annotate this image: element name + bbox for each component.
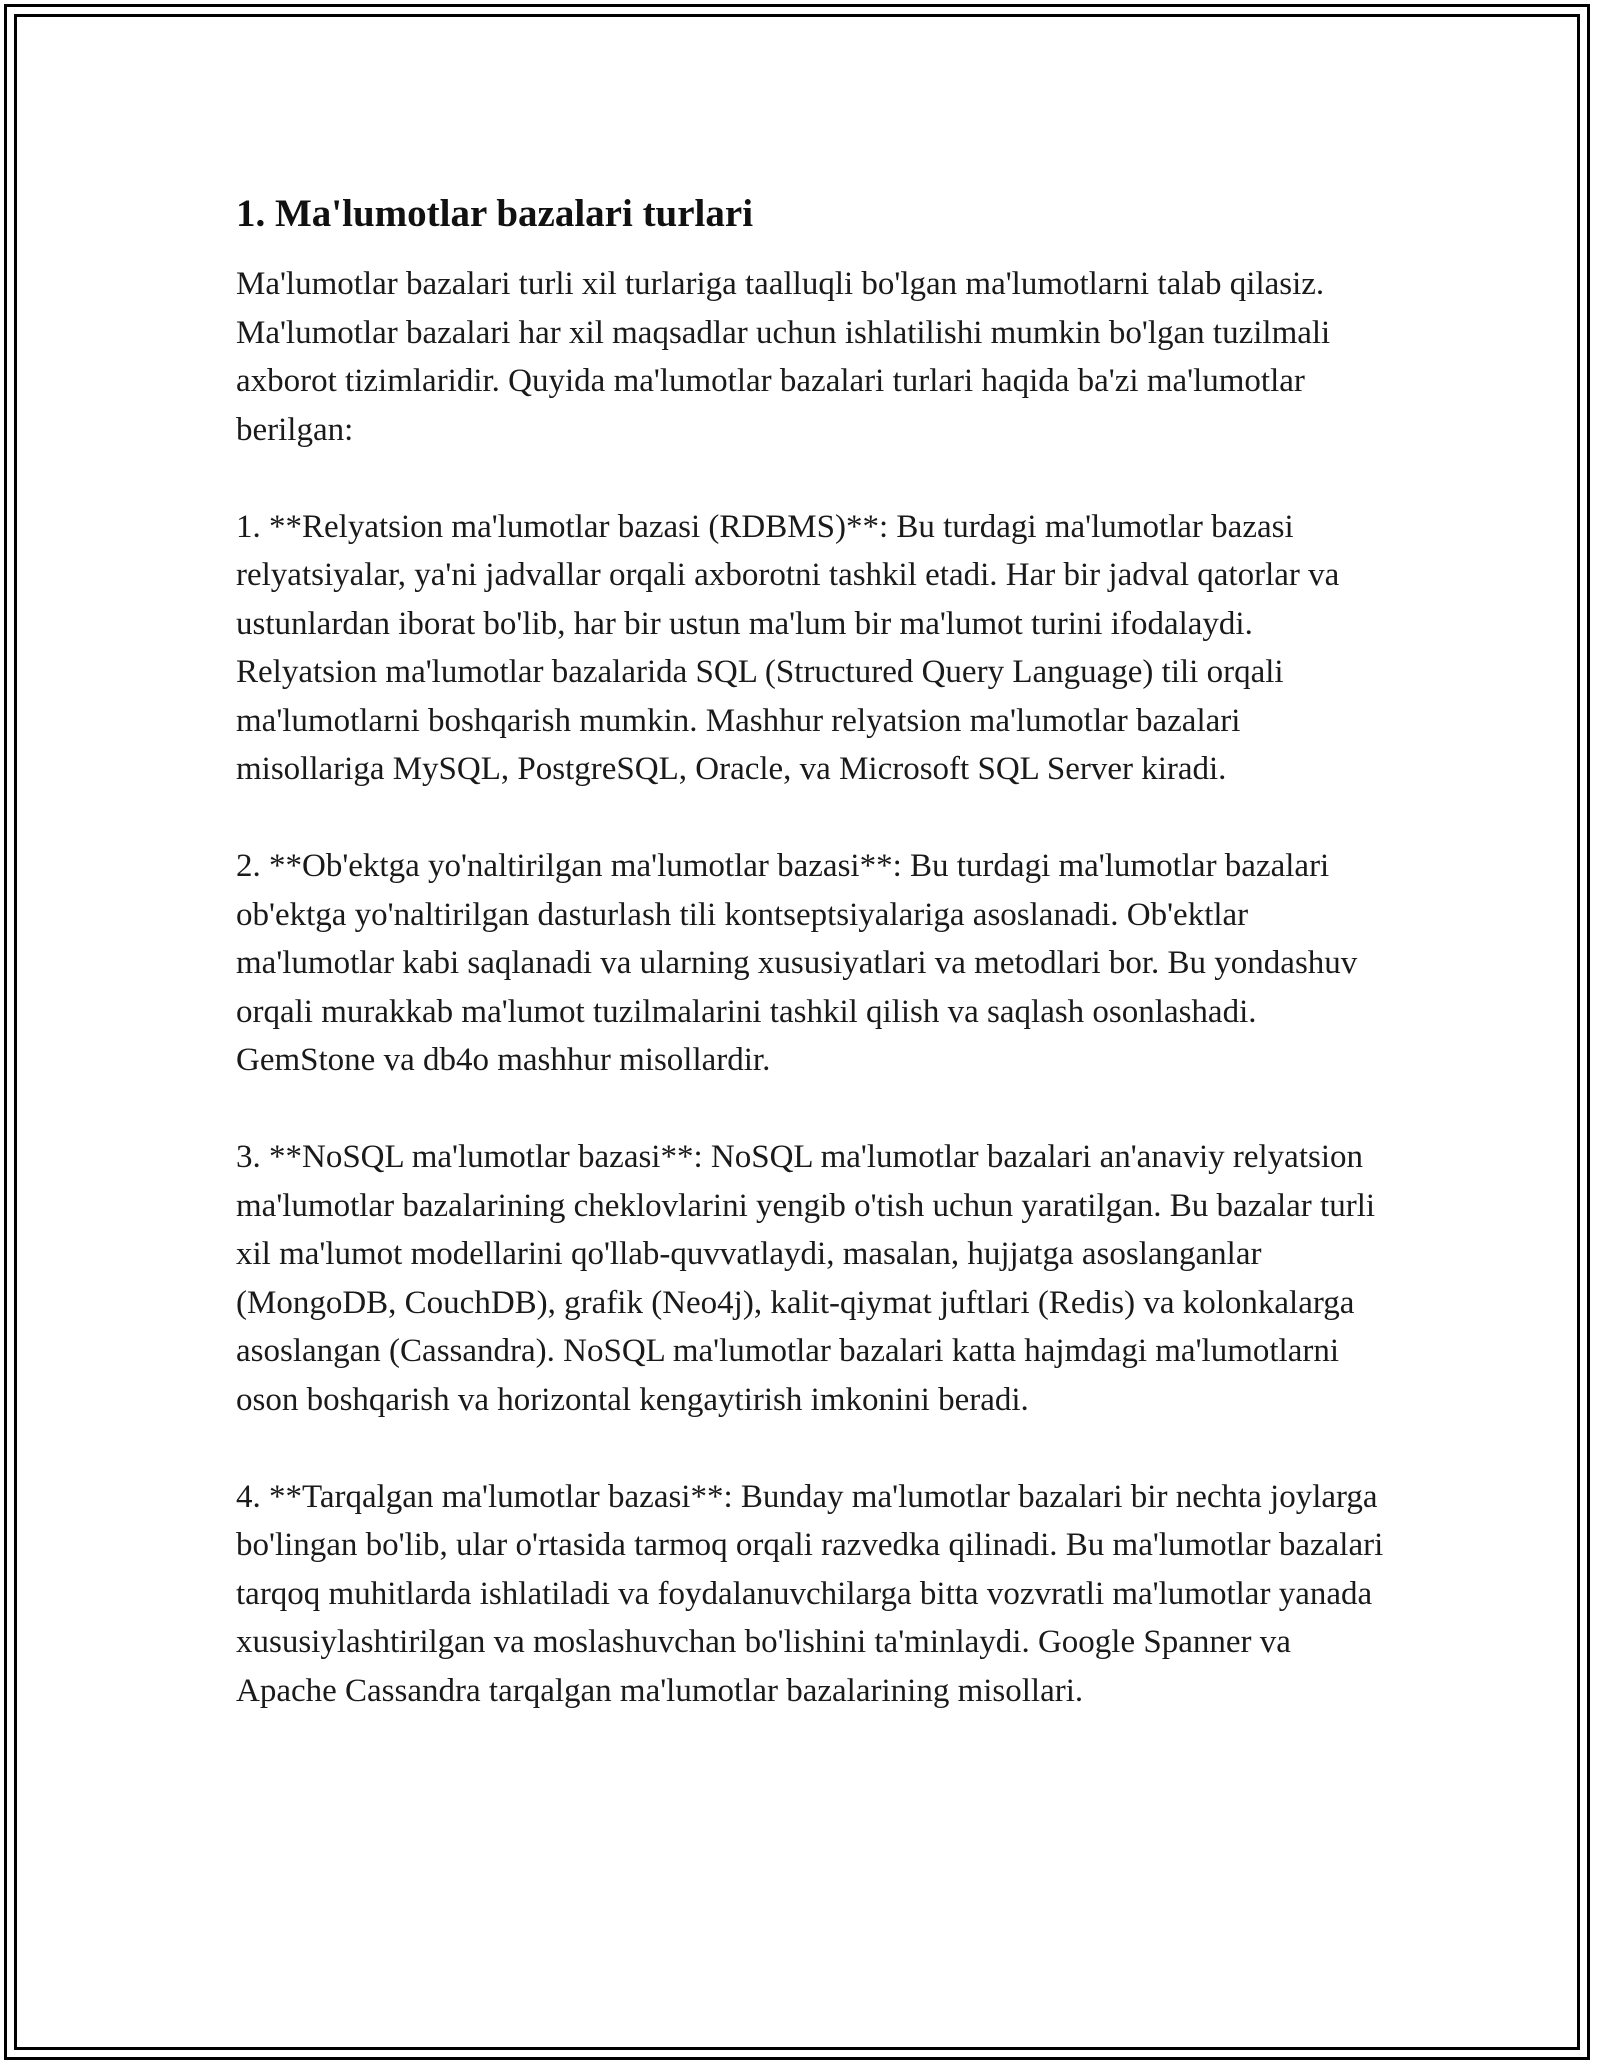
intro-paragraph: Ma'lumotlar bazalari turli xil turlariga taalluqli bo'lgan ma'lumotlarni talab qilasiz. Ma'lumotlar bazalari har xil maqsadlar uchun ishlatilishi mumkin bo'lgan tuzilmali axborot tizimlaridir. Quyida ma'lumotlar bazalari turlari haqida ba'zi ma'lumotlar berilgan: — [236, 266, 1331, 448]
object-oriented-paragraph: 2. **Ob'ektga yo'naltirilgan ma'lumotlar bazasi**: Bu turdagi ma'lumotlar bazalari ob'ektga yo'naltirilgan dasturlash tili kontseptsiyalariga asoslanadi. Ob'ektlar ma'lumotlar kabi saqlanadi va ularning xususiyatlari va metodlari bor. Bu yondashuv orqali murakkab ma'lumot tuzilmalarini tashkil qilish va saqlash osonlashadi. GemStone va db4o mashhur misollardir. — [236, 848, 1358, 1078]
rdbms-paragraph: 1. **Relyatsion ma'lumotlar bazasi (RDBMS)**: Bu turdagi ma'lumotlar bazasi relyatsiyalar, ya'ni jadvallar orqali axborotni tashkil etadi. Har bir jadval qatorlar va ustunlardan iborat bo'lib, har bir ustun ma'lum bir ma'lumot turini ifodalaydi. Relyatsion ma'lumotlar bazalarida SQL (Structured Query Language) tili orqali ma'lumotlarni boshqarish mumkin. Mashhur relyatsion ma'lumotlar bazalari misollariga MySQL, PostgreSQL, Oracle, va Microsoft SQL Server kiradi. — [236, 508, 1340, 787]
distributed-paragraph: 4. **Tarqalgan ma'lumotlar bazasi**: Bunday ma'lumotlar bazalari bir nechta joylarga bo'lingan bo'lib, ular o'rtasida tarmoq orqali razvedka qilinadi. Bu ma'lumotlar bazalari tarqoq muhitlarda ishlatiladi va foydalanuvchilarga bitta vozvratli ma'lumotlar yanada xususiylashtirilgan va moslashuvchan bo'lishini ta'minlaydi. Google Spanner va Apache Cassandra tarqalgan ma'lumotlar bazalarining misollari. — [236, 1478, 1384, 1709]
section-heading: 1. Ma'lumotlar bazalari turlari — [236, 192, 754, 235]
document-body — [236, 186, 1386, 1764]
nosql-paragraph: 3. **NoSQL ma'lumotlar bazasi**: NoSQL ma'lumotlar bazalari an'anaviy relyatsion ma'lumotlar bazalarining cheklovlarini yengib o'tish uchun yaratilgan. Bu bazalar turli xil ma'lumot modellarini qo'llab-quvvatlaydi, masalan, hujjatga asoslanganlar (MongoDB, CouchDB), grafik (Neo4j), kalit-qiymat juftlari (Redis) va kolonkalarga asoslangan (Cassandra). NoSQL ma'lumotlar bazalari katta hajmdagi ma'lumotlarni oson boshqarish va horizontal kengaytirish imkonini beradi. — [236, 1139, 1376, 1418]
